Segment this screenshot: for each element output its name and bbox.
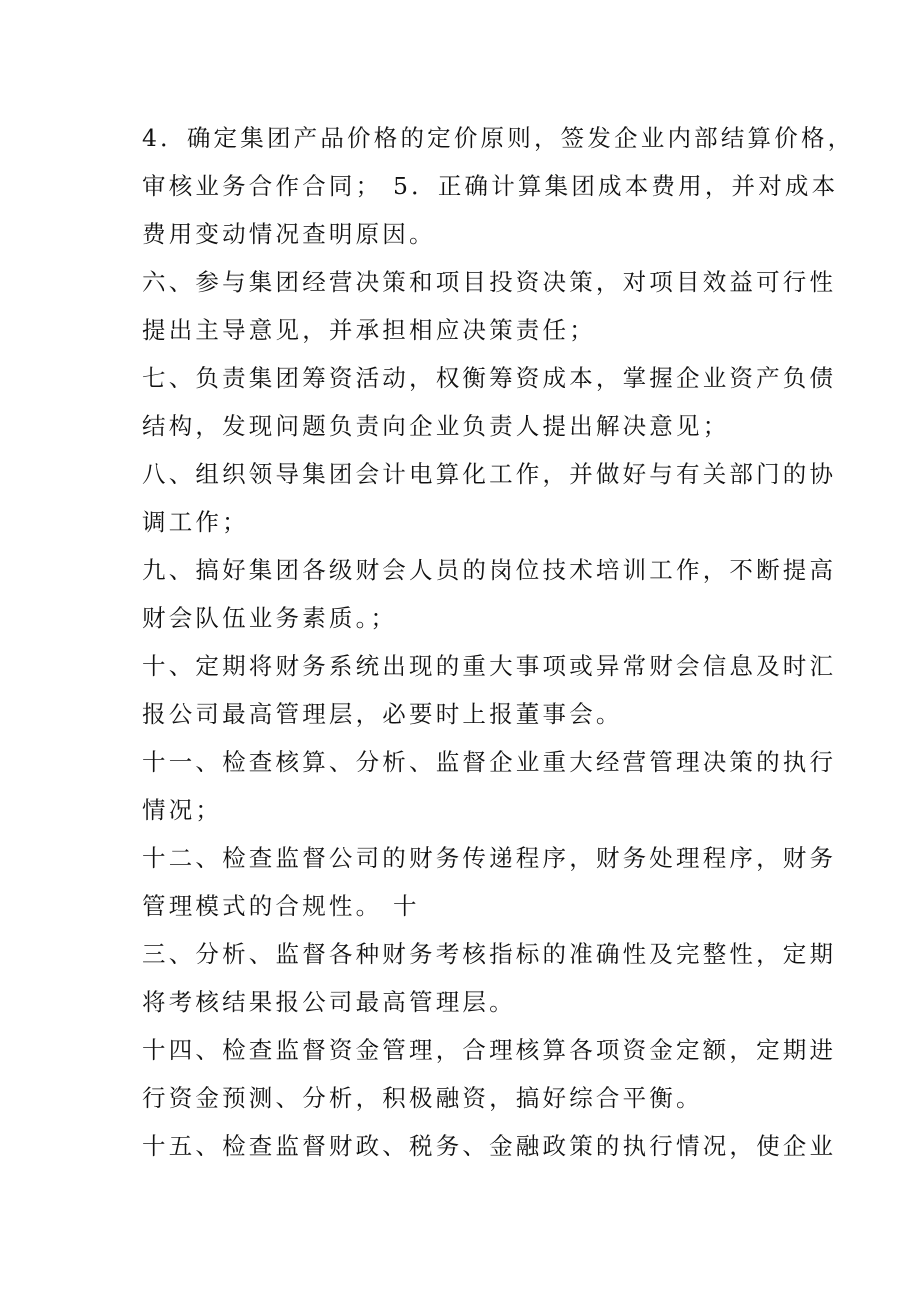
text-line: 十一、检查核算、分析、监督企业重大经营管理决策的执行 (142, 748, 837, 776)
text-line: 十二、检查监督公司的财务传递程序，财务处理程序，财务 (142, 844, 837, 872)
text-line: 十五、检查监督财政、税务、金融政策的执行情况，使企业 (142, 1132, 837, 1160)
text-line: 十四、检查监督资金管理，合理核算各项资金定额，定期进 (142, 1036, 837, 1064)
text-line: 行资金预测、分析，积极融资，搞好综合平衡。 (142, 1084, 703, 1112)
text-line: 提出主导意见，并承担相应决策责任； (142, 316, 596, 344)
text-line: 三、分析、监督各种财务考核指标的准确性及完整性，定期 (142, 940, 837, 968)
text-line: 报公司最高管理层，必要时上报董事会。 (142, 700, 623, 728)
text-line: 七、负责集团筹资活动，权衡筹资成本，掌握企业资产负债 (142, 364, 837, 392)
text-line: 4．确定集团产品价格的定价原则，签发企业内部结算价格， (142, 124, 855, 152)
text-line: 管理模式的合规性。 十 (142, 892, 420, 920)
text-line: 将考核结果报公司最高管理层。 (142, 988, 516, 1016)
text-line: 九、搞好集团各级财会人员的岗位技术培训工作，不断提高 (142, 556, 837, 584)
text-line: 费用变动情况查明原因。 (142, 220, 436, 248)
text-line: 调工作； (142, 508, 249, 536)
text-line: 八、组织领导集团会计电算化工作，并做好与有关部门的协 (142, 460, 837, 488)
text-line: 十、定期将财务系统出现的重大事项或异常财会信息及时汇 (142, 652, 837, 680)
text-line: 结构，发现问题负责向企业负责人提出解决意见； (142, 412, 730, 440)
document-body (142, 114, 855, 1170)
text-line: 六、参与集团经营决策和项目投资决策，对项目效益可行性 (142, 268, 837, 296)
text-line: 财会队伍业务素质。； (142, 604, 398, 632)
text-line: 审核业务合作合同； 5．正确计算集团成本费用，并对成本 (142, 172, 839, 200)
text-line: 情况； (142, 796, 223, 824)
